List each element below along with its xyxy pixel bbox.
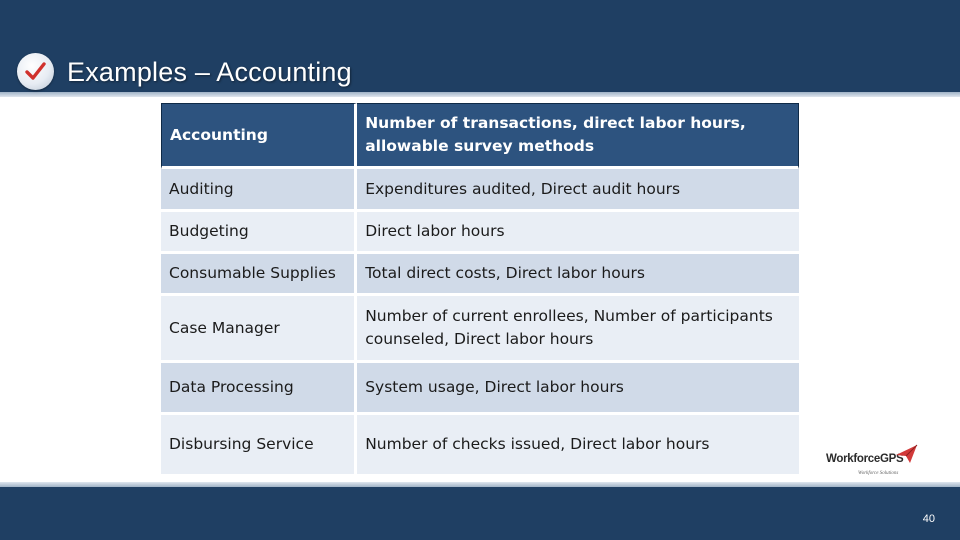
- paper-plane-icon: [896, 444, 918, 464]
- slide-title: Examples – Accounting: [67, 57, 352, 87]
- table-row: [161, 296, 799, 363]
- table-row: [161, 254, 799, 296]
- header-divider: [0, 92, 960, 97]
- basis-cell: Number of checks issued, Direct labor hours: [357, 415, 799, 477]
- workforcegps-logo: [824, 444, 924, 480]
- service-cell: Disbursing Service: [161, 415, 357, 477]
- logo-tagline: Workforce Solutions: [858, 471, 899, 476]
- header-cell-service: Accounting: [161, 103, 357, 169]
- service-cell: Consumable Supplies: [161, 254, 357, 296]
- table-row: [161, 415, 799, 477]
- checkmark-icon: [17, 53, 54, 90]
- header-cell-basis: Number of transactions, direct labor hours, allowable survey methods: [357, 103, 799, 169]
- basis-cell: Total direct costs, Direct labor hours: [357, 254, 799, 296]
- service-cell: Budgeting: [161, 212, 357, 254]
- table-row: [161, 212, 799, 254]
- footer-banner: [0, 487, 960, 540]
- service-cell: Data Processing: [161, 363, 357, 415]
- basis-cell: Direct labor hours: [357, 212, 799, 254]
- basis-cell: Number of current enrollees, Number of participants counseled, Direct labor hours: [357, 296, 799, 363]
- page-number: 40: [922, 513, 935, 525]
- service-cell: Case Manager: [161, 296, 357, 363]
- service-cell: Auditing: [161, 169, 357, 212]
- table-row: [161, 363, 799, 415]
- accounting-table: [161, 103, 799, 477]
- basis-cell: System usage, Direct labor hours: [357, 363, 799, 415]
- table-header-row: [161, 103, 799, 169]
- logo-wordmark: WorkforceGPS: [826, 453, 904, 465]
- table-row: [161, 169, 799, 212]
- basis-cell: Expenditures audited, Direct audit hours: [357, 169, 799, 212]
